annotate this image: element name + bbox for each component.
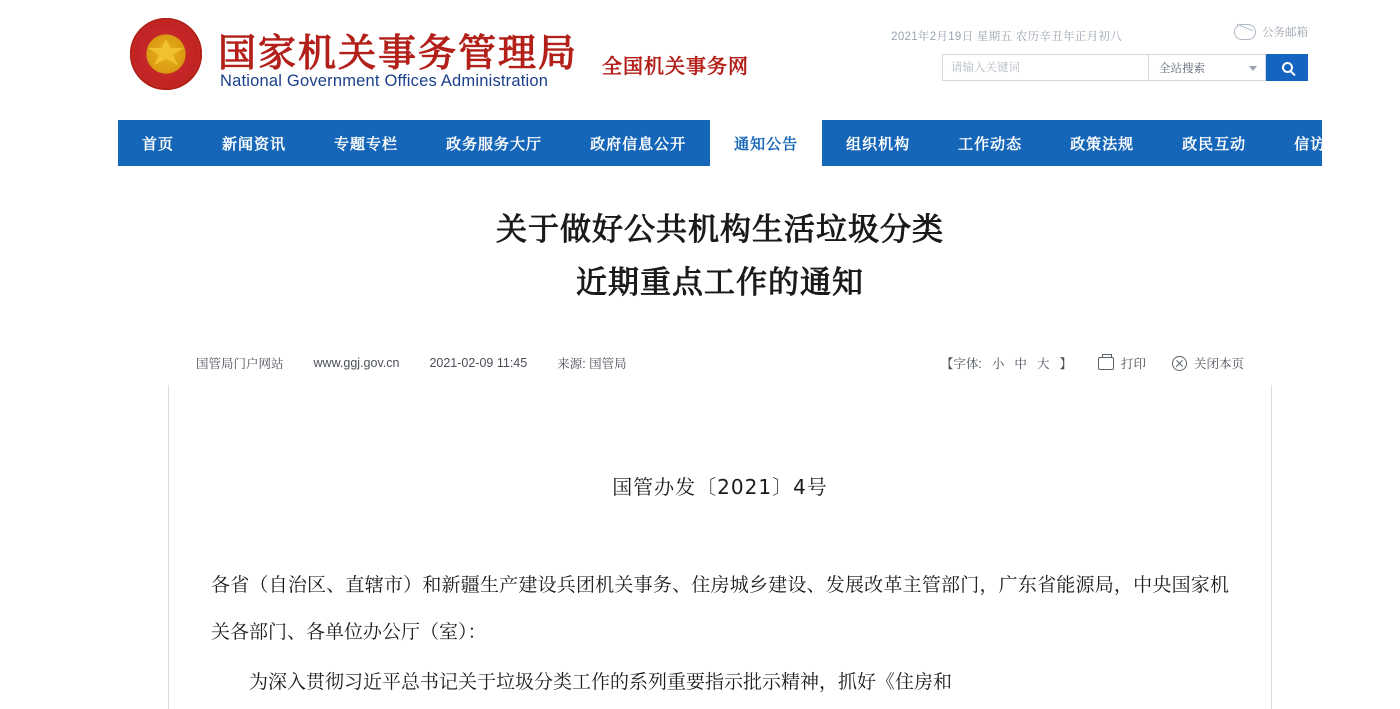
chevron-down-icon: [1249, 66, 1257, 71]
nav-item-home[interactable]: 首页: [142, 135, 175, 153]
page-title-line-2: 近期重点工作的通知: [576, 264, 864, 301]
nav-item-interaction[interactable]: 政民互动: [1182, 135, 1247, 153]
print-label: 打印: [1120, 357, 1146, 372]
page-title-line-1: 关于做好公共机构生活垃圾分类: [496, 212, 944, 248]
font-size-prefix: 【字体:: [940, 357, 982, 372]
subsite-title: 全国机关事务网: [602, 56, 749, 78]
font-size-large[interactable]: 大: [1036, 357, 1050, 372]
close-circle-icon: [1172, 356, 1187, 371]
meta-datetime: 2021-02-09 11:45: [429, 356, 528, 371]
print-button[interactable]: [1098, 354, 1146, 372]
header-date: 2021年2月19日 星期五 农历辛丑年正月初八: [891, 31, 1122, 43]
site-header: [118, 0, 1322, 120]
article-meta-row: [118, 351, 1322, 375]
nav-item-policies[interactable]: 政策法规: [1070, 135, 1135, 153]
printer-icon: [1098, 357, 1114, 370]
font-size-medium[interactable]: 中: [1014, 357, 1027, 372]
document-number: 国管办发〔2021〕4号: [612, 475, 828, 500]
nav-item-topics[interactable]: 专题专栏: [334, 135, 399, 153]
font-size-small[interactable]: 小: [991, 357, 1005, 372]
search-scope-label: 全站搜索: [1159, 62, 1205, 75]
nav-item-news[interactable]: 新闻资讯: [222, 135, 287, 153]
nav-item-complaints[interactable]: 信访举报: [1294, 135, 1359, 153]
meta-source-label: 来源: 国管局: [557, 357, 627, 372]
search-scope-select[interactable]: [1148, 54, 1266, 81]
search-input[interactable]: [942, 54, 1148, 81]
mail-icon: [1234, 24, 1256, 40]
national-emblem-ring: [130, 18, 202, 90]
article-meta-left: [196, 354, 627, 372]
meta-source-site: 国管局门户网站: [196, 357, 284, 372]
nav-item-organization[interactable]: 组织机构: [846, 135, 911, 153]
search-icon: [1282, 62, 1293, 73]
font-size-suffix: 】: [1059, 357, 1072, 372]
close-page-button[interactable]: [1172, 354, 1244, 372]
nav-item-work-updates[interactable]: 工作动态: [958, 135, 1023, 153]
site-title-zh: 国家机关事务管理局: [218, 31, 579, 75]
article-body: [168, 385, 1272, 709]
main-nav: [118, 120, 1359, 166]
article-paragraph: 为深入贯彻习近平总书记关于垃圾分类工作的系列重要指示批示精神，抓好《住房和: [249, 671, 953, 694]
nav-item-announcements[interactable]: 通知公告: [710, 120, 822, 166]
close-page-label: 关闭本页: [1193, 357, 1244, 372]
nav-item-gov-disclosure[interactable]: 政府信息公开: [590, 135, 687, 153]
site-title-en: National Government Offices Administration: [220, 72, 549, 90]
search-button[interactable]: [1266, 54, 1308, 81]
nav-item-service-hall[interactable]: 政务服务大厅: [446, 135, 543, 153]
search-bar: [942, 54, 1308, 81]
article-meta-right: [941, 354, 1244, 372]
font-size-group: [941, 354, 1072, 372]
article-paragraph: 各省（自治区、直辖市）和新疆生产建设兵团机关事务、住房城乡建设、发展改革主管部门，广东省能源局，中央国家机关各部门、各单位办公厅（室）：: [211, 574, 1229, 643]
page-title: [290, 204, 1150, 309]
meta-domain: www.ggj.gov.cn: [313, 356, 400, 371]
site-container: [118, 0, 1359, 695]
official-mail-link[interactable]: [1234, 24, 1308, 40]
official-mail-label: 公务邮箱: [1262, 27, 1308, 39]
